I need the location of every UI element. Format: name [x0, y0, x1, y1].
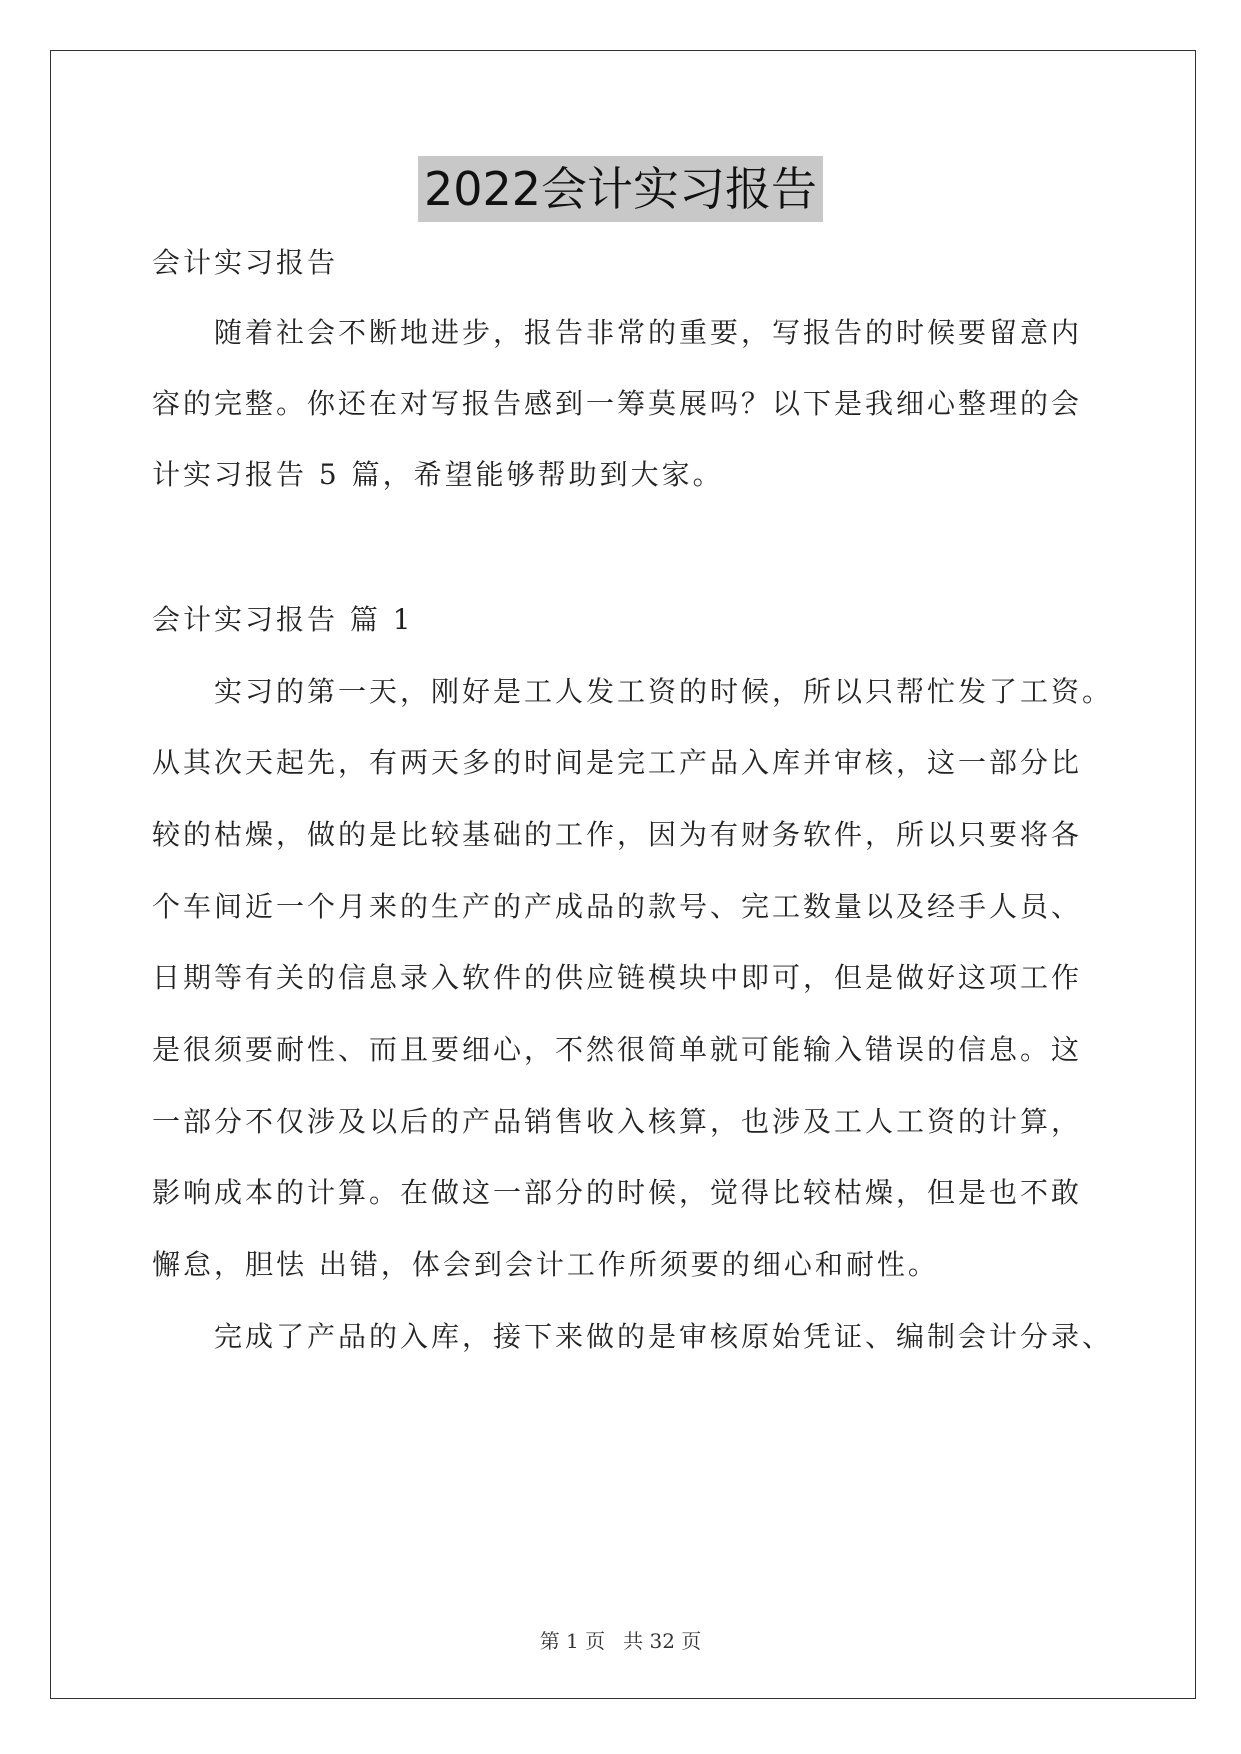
- page-number: 第 1 页: [539, 1629, 606, 1653]
- section1-line-4: 个车间近一个月来的生产的产成品的款号、完工数量以及经手人员、: [152, 890, 1083, 923]
- section1-line-6: 是很须要耐性、而且要细心，不然很简单就可能输入错误的信息。这: [152, 1033, 1083, 1066]
- intro-line-3: 计实习报告 5 篇，希望能够帮助到大家。: [152, 458, 724, 491]
- page-total: 共 32 页: [623, 1629, 702, 1653]
- page-border: [50, 50, 1196, 1699]
- subtitle: 会计实习报告: [152, 246, 339, 279]
- section1-line-2: 从其次天起先，有两天多的时间是完工产品入库并审核，这一部分比: [152, 746, 1083, 779]
- section1-line-7: 一部分不仅涉及以后的产品销售收入核算，也涉及工人工资的计算，: [152, 1105, 1083, 1138]
- title-wrap: [0, 156, 1241, 222]
- section1-line-3: 较的枯燥，做的是比较基础的工作，因为有财务软件，所以只要将各: [152, 818, 1083, 851]
- section1-heading: 会计实习报告 篇 1: [152, 603, 414, 636]
- section1-line-1: 实习的第一天，刚好是工人发工资的时候，所以只帮忙发了工资。: [214, 675, 1114, 708]
- section1-line-5: 日期等有关的信息录入软件的供应链模块中即可，但是做好这项工作: [152, 961, 1083, 994]
- document-title: 2022会计实习报告: [418, 156, 823, 222]
- intro-line-1: 随着社会不断地进步，报告非常的重要，写报告的时候要留意内: [214, 316, 1083, 349]
- page-footer: [0, 1625, 1241, 1654]
- section1-line-9: 懈怠，胆怯 出错，体会到会计工作所须要的细心和耐性。: [152, 1248, 939, 1281]
- section1-line-8: 影响成本的计算。在做这一部分的时候，觉得比较枯燥，但是也不敢: [152, 1176, 1083, 1209]
- section1-line-10: 完成了产品的入库，接下来做的是审核原始凭证、编制会计分录、: [214, 1320, 1114, 1353]
- intro-line-2: 容的完整。你还在对写报告感到一筹莫展吗？以下是我细心整理的会: [152, 387, 1083, 420]
